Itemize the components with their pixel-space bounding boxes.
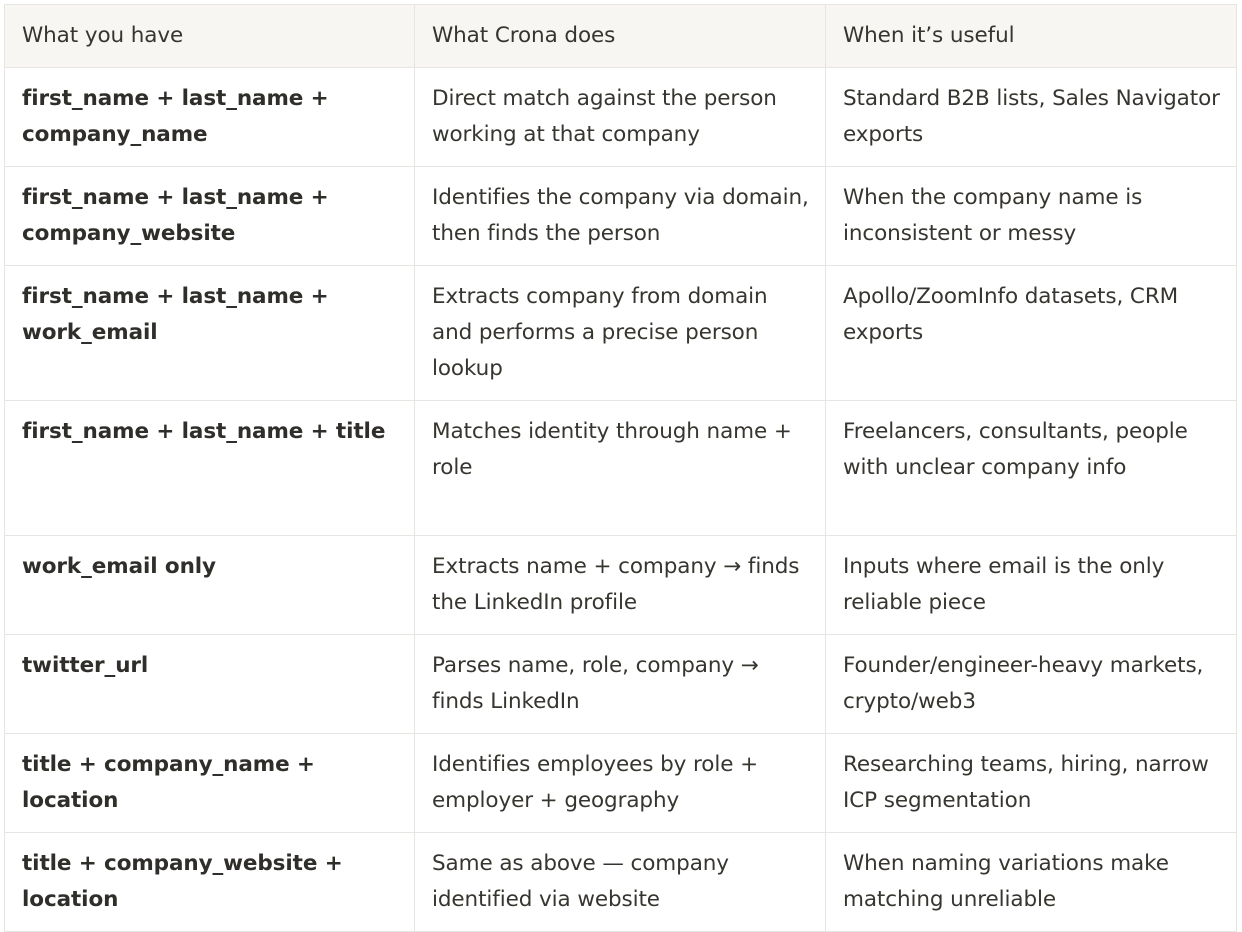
cell-input: first_name + last_name + title [5, 401, 415, 536]
table-row [5, 167, 1237, 266]
header-what-you-have: What you have [5, 5, 415, 68]
input-mapping-table-container [4, 4, 1236, 932]
cell-use-case: Researching teams, hiring, narrow ICP segmentation [826, 734, 1237, 833]
cell-input: first_name + last_name + work_email [5, 266, 415, 401]
table-body [5, 68, 1237, 932]
header-when-useful: When it’s useful [826, 5, 1237, 68]
input-mapping-table [4, 4, 1237, 932]
cell-action: Identifies employees by role + employer + geography [415, 734, 826, 833]
cell-action: Same as above — company identified via website [415, 833, 826, 932]
cell-input: twitter_url [5, 635, 415, 734]
table-row [5, 833, 1237, 932]
cell-use-case: Freelancers, consultants, people with unclear company info [826, 401, 1237, 536]
cell-input: first_name + last_name + company_website [5, 167, 415, 266]
cell-use-case: When the company name is inconsistent or messy [826, 167, 1237, 266]
cell-use-case: Founder/engineer-heavy markets, crypto/web3 [826, 635, 1237, 734]
table-row [5, 635, 1237, 734]
cell-action: Identifies the company via domain, then finds the person [415, 167, 826, 266]
cell-input: title + company_name + location [5, 734, 415, 833]
cell-use-case: Standard B2B lists, Sales Navigator exports [826, 68, 1237, 167]
cell-action: Direct match against the person working at that company [415, 68, 826, 167]
table-header [5, 5, 1237, 68]
header-row [5, 5, 1237, 68]
table-row [5, 266, 1237, 401]
cell-use-case: Inputs where email is the only reliable piece [826, 536, 1237, 635]
cell-input: work_email only [5, 536, 415, 635]
cell-action: Extracts company from domain and performs a precise person lookup [415, 266, 826, 401]
cell-input: title + company_website + location [5, 833, 415, 932]
header-what-crona-does: What Crona does [415, 5, 826, 68]
table-row [5, 68, 1237, 167]
cell-action: Extracts name + company → finds the LinkedIn profile [415, 536, 826, 635]
cell-input: first_name + last_name + company_name [5, 68, 415, 167]
table-row [5, 401, 1237, 536]
cell-action: Matches identity through name + role [415, 401, 826, 536]
cell-action: Parses name, role, company → finds LinkedIn [415, 635, 826, 734]
table-row [5, 536, 1237, 635]
table-row [5, 734, 1237, 833]
cell-use-case: Apollo/ZoomInfo datasets, CRM exports [826, 266, 1237, 401]
cell-use-case: When naming variations make matching unreliable [826, 833, 1237, 932]
